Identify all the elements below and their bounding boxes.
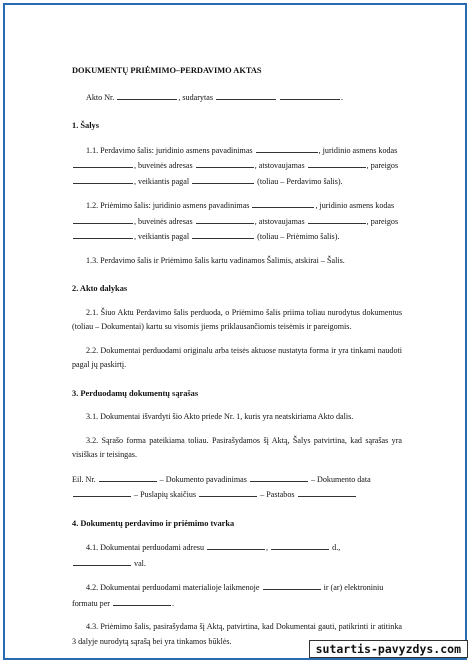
blank-field xyxy=(73,174,133,184)
document-title: DOKUMENTŲ PRIĖMIMO–PERDAVIMO AKTAS xyxy=(72,66,262,75)
blank-field xyxy=(196,214,254,224)
blank-field xyxy=(196,158,254,168)
blank-field xyxy=(250,472,308,482)
blank-field xyxy=(73,158,133,168)
section-heading: 4. Dokumentų perdavimo ir priėmimo tvarka xyxy=(72,518,235,528)
section-heading: 2. Akto dalykas xyxy=(72,284,128,293)
paragraph-1-2: 1.2. Priėmimo šalis: juridinio asmens pavadinimas , juridinio asmens kodas , buveinės adresas , atstovaujamas , pareigos , veikiantis pagal (toliau – Priėmimo šalis). xyxy=(72,198,402,245)
act-date-blank xyxy=(280,90,340,100)
blank-field xyxy=(298,487,356,497)
act-number-blank xyxy=(117,90,177,100)
blank-field xyxy=(192,174,254,184)
paragraph-3-2: 3.2. Sąrašo forma pateikiama toliau. Pasirašydamos šį Aktą, Šalys patvirtina, kad sąrašas yra visiškas ir teisingas. xyxy=(72,435,402,459)
act-place-blank xyxy=(216,90,276,100)
blank-field xyxy=(256,143,318,153)
paragraph-4-2: 4.2. Dokumentai perduodami materialioje laikmenoje ir (ar) elektroniniu formatu per . xyxy=(72,580,402,611)
blank-field xyxy=(252,198,314,208)
blank-field xyxy=(73,487,131,497)
blank-field xyxy=(73,229,133,239)
blank-field xyxy=(113,596,171,606)
watermark: sutartis-pavyzdys.com xyxy=(309,640,468,658)
list-form-template: Eil. Nr. – Dokumento pavadinimas – Dokumento data – Puslapių skaičius – Pastabos xyxy=(72,472,402,503)
document-body xyxy=(72,64,402,658)
paragraph-2-2: 2.2. Dokumentai perduodami originalu arba teisės aktuose nustatyta forma ir yra tinkami naudoti pagal jų paskirtį. xyxy=(72,345,402,369)
blank-field xyxy=(73,556,131,566)
blank-field xyxy=(99,472,157,482)
blank-field xyxy=(207,540,265,550)
paragraph-3-1: 3.1. Dokumentai išvardyti šio Akto priede Nr. 1, kuris yra neatskiriama Akto dalis. xyxy=(86,412,354,421)
paragraph-4-3: 4.3. Priėmimo šalis, pasirašydama šį Aktą, patvirtina, kad Dokumentai gauti, patikrinti ir atitinka 3 dalyje nurodytą sąrašą bei yra tinkamos būklės. xyxy=(72,622,402,646)
paragraph-2-1: 2.1. Šiuo Aktu Perdavimo šalis perduoda, o Priėmimo šalis priima toliau nurodytus dokumentus (toliau – Dokumentai) kartu su visomis jiems priklausančiomis teisėmis ir pareigomis. xyxy=(72,307,402,331)
blank-field xyxy=(263,580,321,590)
blank-field xyxy=(73,214,133,224)
blank-field xyxy=(308,158,366,168)
section-heading: 3. Perduodamų dokumentų sąrašas xyxy=(72,388,199,398)
blank-field xyxy=(308,214,366,224)
act-number-line: Akto Nr. , sudarytas . xyxy=(72,90,402,106)
section-heading: 1. Šalys xyxy=(72,121,99,130)
paragraph-1-3: 1.3. Perdavimo šalis ir Priėmimo šalis kartu vadinamos Šalimis, atskirai – Šalis. xyxy=(86,255,345,265)
blank-field xyxy=(199,487,257,497)
blank-field xyxy=(192,229,254,239)
blank-field xyxy=(271,540,329,550)
paragraph-1-1: 1.1. Perdavimo šalis: juridinio asmens pavadinimas , juridinio asmens kodas , buveinės adresas , atstovaujamas , pareigos , veikiantis pagal (toliau – Perdavimo šalis). xyxy=(72,143,402,190)
paragraph-4-1: 4.1. Dokumentai perduodami adresu , d., val. xyxy=(72,540,402,571)
